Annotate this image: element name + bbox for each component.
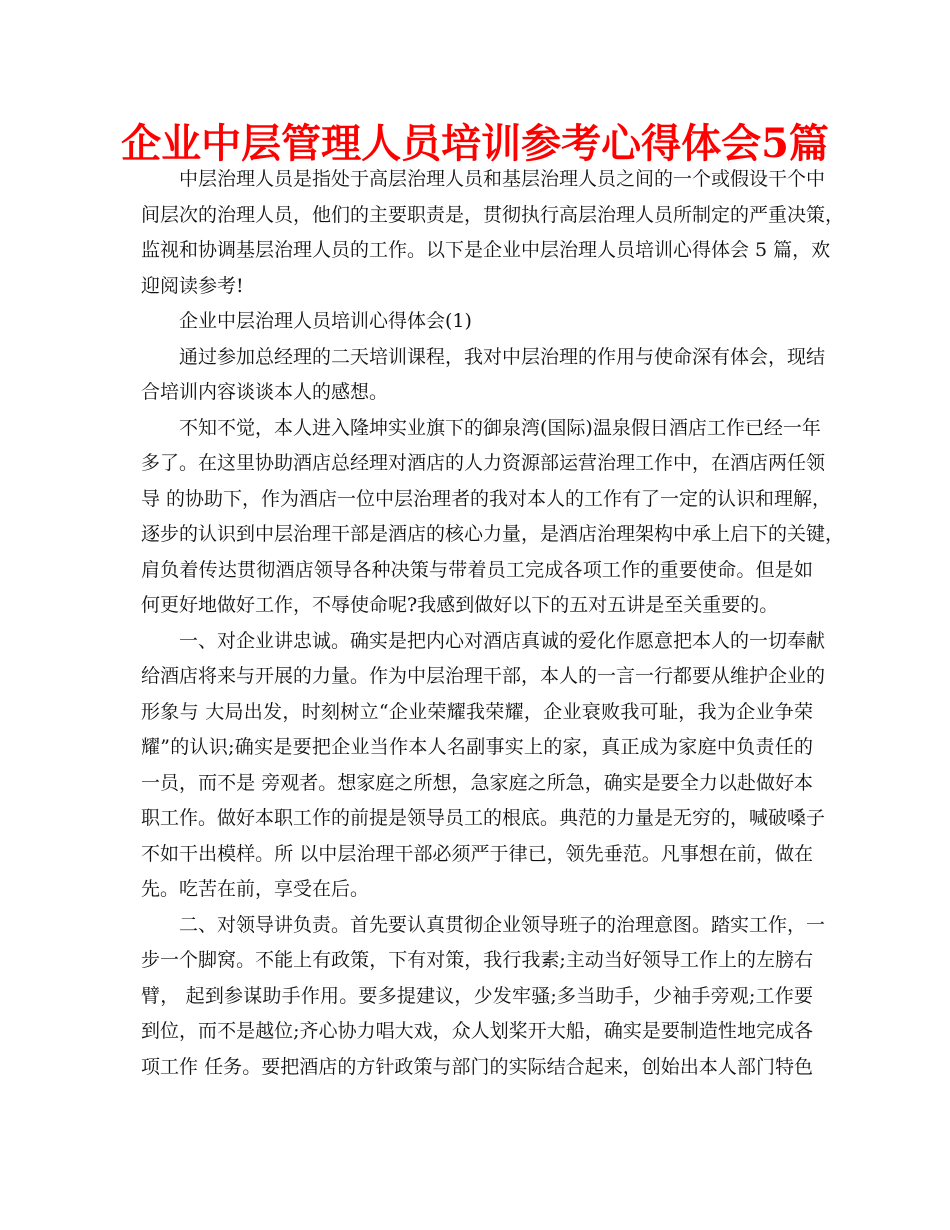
text-line: 监视和协调基层治理人员的工作。以下是企业中层治理人员培训心得体会 5 篇，欢 (141, 239, 831, 261)
document-body (141, 162, 845, 1085)
section-heading (141, 304, 813, 340)
text-line: 一员，而不是 旁观者。想家庭之所想，急家庭之所急，确实是要全力以赴做好本 (141, 771, 813, 794)
text-line: 臂， 起到参谋助手作用。要多提建议，少发牢骚;多当助手，少袖手旁观;工作要 (141, 984, 813, 1007)
text-line: 不如干出模样。所 以中层治理干部必须严于律已，领先垂范。凡事想在前，做在 (141, 842, 813, 865)
paragraph-1 (141, 340, 826, 411)
text-line: 企业中层治理人员培训心得体会(1) (179, 310, 472, 332)
text-line: 步一个脚窝。不能上有政策，下有对策，我行我素;主动当好领导工作上的左膀右 (141, 949, 813, 971)
text-line: 形象与 大局出发，时刻树立“企业荣耀我荣耀，企业衰败我可耻，我为企业争荣 (141, 700, 813, 723)
paragraph-2 (141, 411, 845, 624)
text-line: 多了。在这里协助酒店总经理对酒店的人力资源部运营治理工作中，在酒店两任领 (141, 452, 826, 474)
text-line: 逐步的认识到中层治理干部是酒店的核心力量，是酒店治理架构中承上启下的关键， (141, 523, 845, 545)
text-line: 导 的协助下，作为酒店一位中层治理者的我对本人的工作有了一定的认识和理解， (141, 487, 832, 510)
text-line: 给酒店将来与开展的力量。作为中层治理干部，本人的一言一行都要从维护企业的 (141, 665, 826, 687)
text-line: 迎阅读参考! (141, 274, 244, 297)
text-line: 到位，而不是越位;齐心协力唱大戏，众人划桨开大船，确实是要制造性地完成各 (141, 1020, 813, 1042)
text-line: 耀”的认识;确实是要把企业当作本人名副事实上的家，真正成为家庭中负责任的 (141, 736, 813, 758)
text-line: 中层治理人员是指处于高层治理人员和基层治理人员之间的一个或假设干个中 (179, 168, 826, 190)
text-line: 间层次的治理人员，他们的主要职责是，贯彻执行高层治理人员所制定的严重决策， (141, 203, 845, 226)
text-line: 一、对企业讲忠诚。确实是把内心对酒店真诚的爱化作愿意把本人的一切奉献 (179, 629, 826, 652)
paragraph-3 (141, 624, 826, 908)
text-line: 合培训内容谈谈本人的感想。 (141, 381, 389, 403)
text-line: 项工作 任务。要把酒店的方针政策与部门的实际结合起来，创始出本人部门特色 (141, 1055, 813, 1078)
text-line: 肩负着传达贯彻酒店领导各种决策与带着员工完成各项工作的重要使命。但是如 (141, 558, 813, 581)
text-line: 通过参加总经理的二天培训课程，我对中层治理的作用与使命深有体会，现结 (179, 345, 826, 368)
text-line: 职工作。做好本职工作的前提是领导员工的根底。典范的力量是无穷的，喊破嗓子 (141, 807, 826, 829)
text-line: 何更好地做好工作，不辱使命呢?我感到做好以下的五对五讲是至关重要的。 (141, 594, 779, 616)
document-title: 企业中层管理人员培训参考心得体会5篇 (121, 120, 829, 167)
paragraph-intro (141, 162, 845, 304)
text-line: 先。吃苦在前，享受在后。 (141, 878, 370, 900)
text-line: 二、对领导讲负责。首先要认真贯彻企业领导班子的治理意图。踏实工作，一 (179, 913, 826, 936)
text-line: 不知不觉，本人进入隆坤实业旗下的御泉湾(国际)温泉假日酒店工作已经一年 (179, 416, 821, 439)
paragraph-4 (141, 908, 826, 1086)
